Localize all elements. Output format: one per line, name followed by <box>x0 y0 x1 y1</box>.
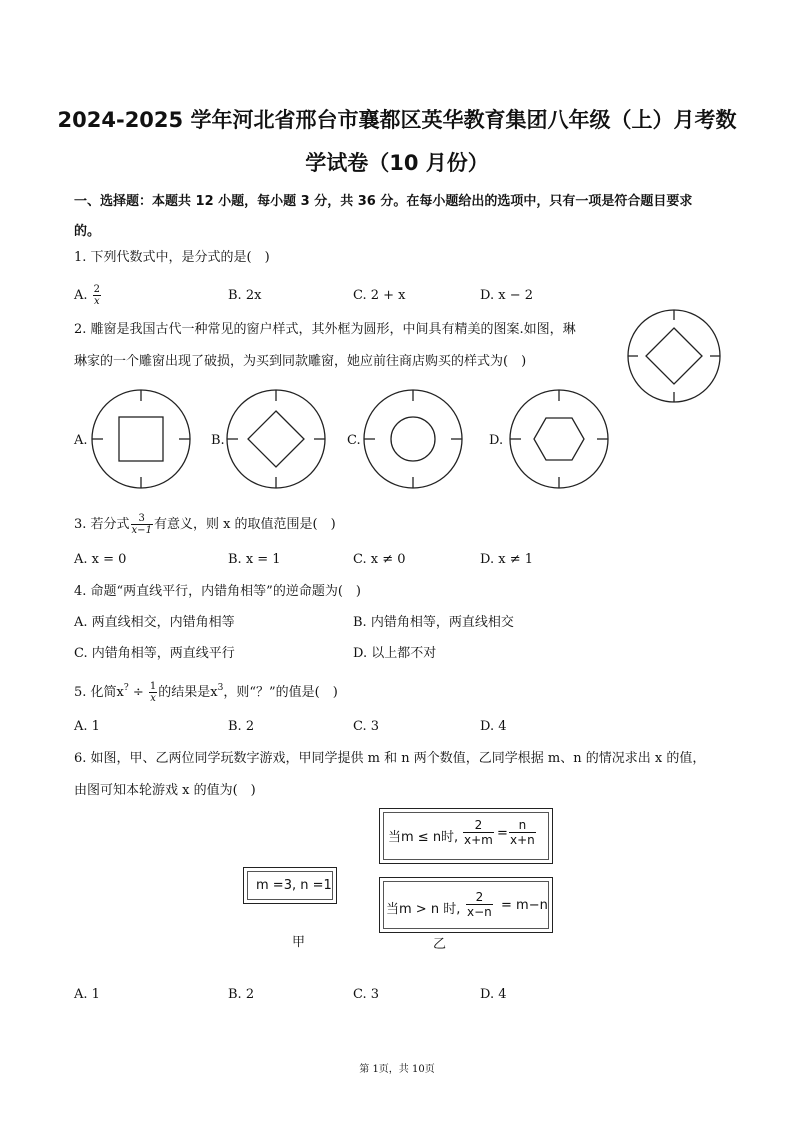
q5-option-a: A. 1 <box>74 719 100 734</box>
q5-stem <box>74 680 338 704</box>
q1-stem: 1. 下列代数式中，是分式的是( ) <box>74 250 270 265</box>
section-heading: 一、选择题：本题共 12 小题，每小题 3 分，共 36 分。在每小题给出的选项中，只有一项是符合题目要求 <box>74 194 693 209</box>
q3-stem-tail: 有意义，则 x 的取值范围是( ) <box>153 517 336 532</box>
q5-exponent: 3 <box>217 683 224 693</box>
page-title-line1: 2024-2025 学年河北省邢台市襄都区英华教育集团八年级（上）月考数 <box>57 108 737 132</box>
fraction-denominator: x+m <box>464 833 493 847</box>
q5-stem-mid: 的结果是x <box>158 685 218 700</box>
q2-option-c-label: C. <box>347 433 361 448</box>
fraction-numerator: 2 <box>93 284 101 295</box>
q5-fraction <box>149 681 157 704</box>
q6-jia-label: 甲 <box>292 935 306 950</box>
q6-stem: 6. 如图，甲、乙两位同学玩数字游戏，甲同学提供 m 和 n 两个数值，乙同学根据 m、n 的情况求出 x 的值， <box>74 751 706 766</box>
q2-option-a-label: A. <box>74 433 88 448</box>
q2-stem: 2. 雕窗是我国古代一种常见的窗户样式，其外框为圆形，中间具有精美的图案.如图，琳 <box>74 322 576 337</box>
rule1-equals: = <box>497 826 508 841</box>
q1-option-a-fraction <box>93 284 101 307</box>
q1-option-a <box>74 284 102 307</box>
fraction-denominator: x−n <box>467 905 492 919</box>
rule2-rhs: = m−n <box>501 898 548 913</box>
q2-option-b-label: B. <box>211 433 225 448</box>
rule1-condition: 当m ≤ n时, <box>388 830 459 845</box>
q6-rule-box-2 <box>379 877 553 933</box>
q6-yi-label: 乙 <box>433 937 447 952</box>
jia-values: m =3, n =1 <box>256 878 332 893</box>
q2-option-a-figure <box>90 388 192 490</box>
q2-option-b-figure <box>225 388 327 490</box>
q2-reference-window-figure <box>624 306 724 406</box>
q4-stem: 4. 命题“两直线平行，内错角相等”的逆命题为( ) <box>74 584 361 599</box>
fraction-numerator: 2 <box>463 818 494 833</box>
q2-option-d-figure <box>508 388 610 490</box>
q2-option-d-label: D. <box>489 433 504 448</box>
q2-stem-cont: 琳家的一个雕窗出现了破损，为买到同款雕窗，她应前往商店购买的样式为( ) <box>74 354 527 369</box>
q3-option-d: D. x ≠ 1 <box>480 552 533 567</box>
q6-stem-cont: 由图可知本轮游戏 x 的值为( ) <box>74 783 256 798</box>
q6-option-d: D. 4 <box>480 987 507 1002</box>
q4-option-c: C. 内错角相等，两直线平行 <box>74 646 235 661</box>
q3-option-c: C. x ≠ 0 <box>353 552 406 567</box>
rule2-left-fraction <box>466 890 493 919</box>
page-footer: 第 1页，共 10页 <box>359 1064 435 1075</box>
q5-stem-lead: 5. 化简x <box>74 685 124 700</box>
fraction-numerator: 2 <box>466 890 493 905</box>
q3-option-a: A. x = 0 <box>74 552 127 567</box>
q3-stem <box>74 513 336 536</box>
fraction-denominator: x−1 <box>131 525 152 536</box>
q5-option-c: C. 3 <box>353 719 380 734</box>
q6-jia-box <box>243 867 337 904</box>
fraction-numerator: 1 <box>149 681 157 692</box>
q1-option-b: B. 2x <box>228 288 262 303</box>
rule2-condition: 当m > n 时, <box>386 902 461 917</box>
q3-stem-lead: 3. 若分式 <box>74 517 130 532</box>
q5-option-d: D. 4 <box>480 719 507 734</box>
q6-rule-box-1 <box>379 808 553 864</box>
q1-option-c: C. 2 + x <box>353 288 406 303</box>
q5-unknown-exponent: ? <box>123 683 129 693</box>
q6-option-c: C. 3 <box>353 987 380 1002</box>
q6-option-b: B. 2 <box>228 987 255 1002</box>
q2-option-c-figure <box>362 388 464 490</box>
q5-option-b: B. 2 <box>228 719 255 734</box>
fraction-denominator: x+n <box>510 833 535 847</box>
fraction-numerator: n <box>509 818 536 833</box>
q5-divide: ÷ <box>128 685 148 700</box>
rule1-left-fraction <box>463 818 494 847</box>
q6-option-a: A. 1 <box>74 987 100 1002</box>
q4-option-b: B. 内错角相等，两直线相交 <box>353 615 514 630</box>
q4-option-d: D. 以上都不对 <box>353 646 437 661</box>
q3-fraction <box>131 513 153 536</box>
fraction-denominator: x <box>94 296 100 307</box>
q5-stem-tail: ，则“？”的值是( ) <box>223 685 338 700</box>
page-title-line2: 学试卷（10 月份） <box>305 151 489 175</box>
q3-option-b: B. x = 1 <box>228 552 281 567</box>
rule1-right-fraction <box>509 818 536 847</box>
section-heading-cont: 的。 <box>74 224 101 239</box>
fraction-numerator: 3 <box>131 513 153 525</box>
q1-option-d: D. x − 2 <box>480 288 533 303</box>
q4-option-a: A. 两直线相交，内错角相等 <box>74 615 235 630</box>
fraction-denominator: x <box>150 693 156 704</box>
q1-option-a-label: A. <box>74 288 92 303</box>
